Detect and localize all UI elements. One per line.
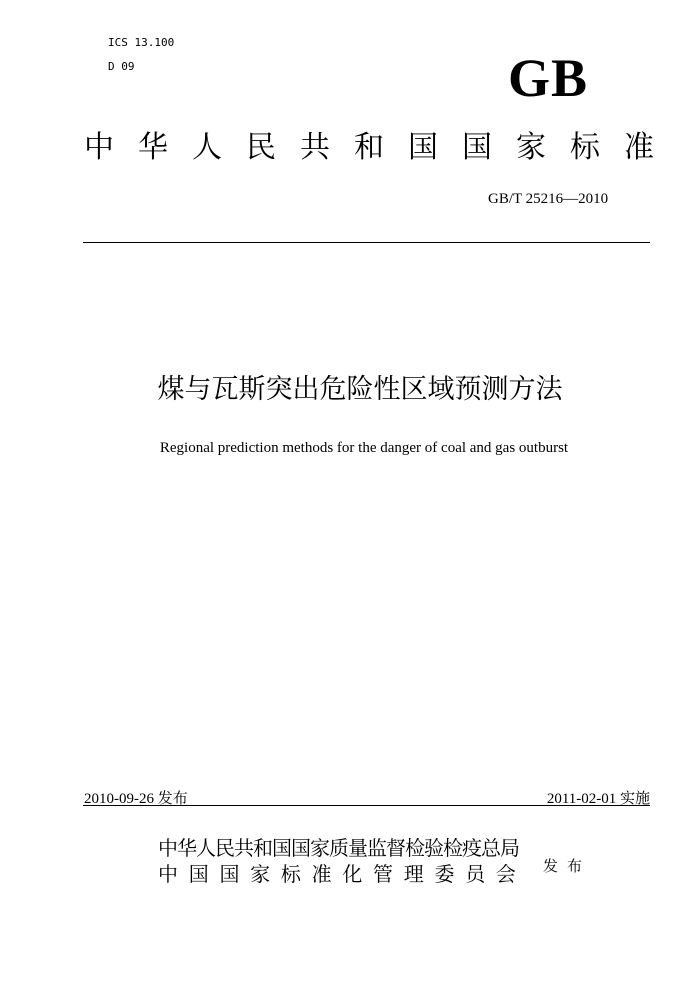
issuer-char: 标 bbox=[280, 862, 301, 886]
issuer-char: 中 bbox=[158, 862, 178, 886]
title-char: 民 bbox=[246, 130, 276, 165]
title-char: 准 bbox=[624, 130, 654, 165]
issuer-char: 化 bbox=[342, 862, 363, 886]
title-char: 和 bbox=[354, 130, 384, 165]
national-standard-title bbox=[84, 130, 654, 166]
issuer-char: 管 bbox=[373, 862, 394, 886]
title-char: 华 bbox=[138, 130, 168, 165]
title-char: 国 bbox=[462, 130, 492, 165]
title-char: 家 bbox=[516, 130, 546, 165]
issuer-char: 家 bbox=[250, 862, 271, 886]
standard-number: GB/T 25216—2010 bbox=[488, 191, 609, 207]
document-title-chinese: 煤与瓦斯突出危险性区域预测方法 bbox=[157, 374, 563, 405]
top-divider bbox=[83, 242, 650, 243]
issuer-char: 国 bbox=[188, 862, 209, 886]
title-char: 共 bbox=[300, 130, 330, 165]
title-char: 中 bbox=[84, 130, 114, 165]
implementation-date: 2011-02-01 实施 bbox=[546, 791, 650, 807]
title-char: 人 bbox=[192, 130, 222, 165]
gb-logo: GB bbox=[508, 48, 589, 108]
issuer-char: 委 bbox=[434, 862, 455, 886]
issuer-sac bbox=[158, 858, 516, 887]
issue-date: 2010-09-26 发布 bbox=[84, 791, 188, 807]
issuer-char: 员 bbox=[465, 862, 486, 886]
ics-code: ICS 13.100 bbox=[108, 36, 175, 49]
bottom-divider bbox=[83, 805, 650, 806]
issuer-char: 国 bbox=[219, 862, 240, 886]
publish-label: 发布 bbox=[543, 857, 592, 875]
title-char: 国 bbox=[408, 130, 438, 165]
issuer-char: 会 bbox=[495, 862, 516, 886]
title-char: 标 bbox=[570, 130, 600, 165]
issuer-char: 理 bbox=[403, 862, 424, 886]
issuer-aqsiq: 中华人民共和国国家质量监督检验检疫总局 bbox=[158, 836, 519, 860]
classification-code: D 09 bbox=[108, 60, 135, 73]
document-title-english: Regional prediction methods for the danger of coal and gas outburst bbox=[159, 440, 569, 456]
issuer-char: 准 bbox=[311, 862, 332, 886]
